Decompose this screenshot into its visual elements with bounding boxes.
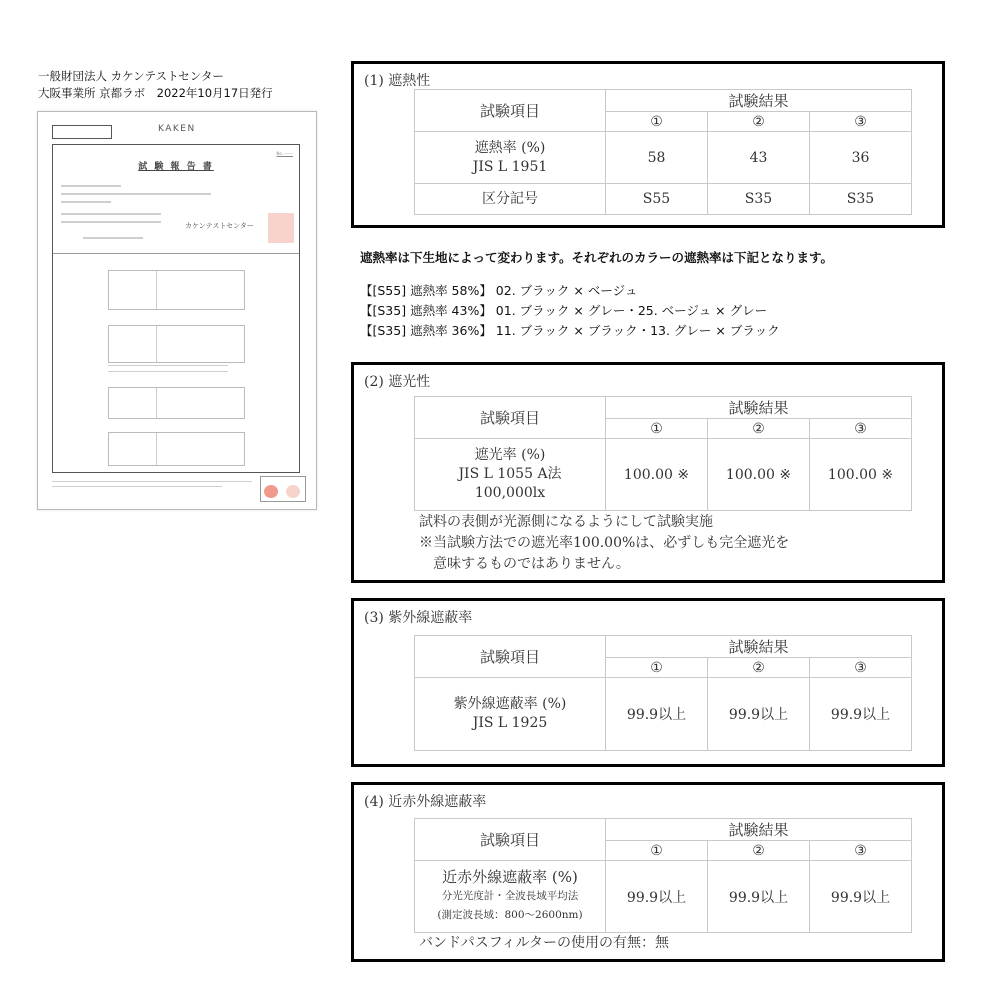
value-cell: S35 [708,184,810,215]
note-line: 意味するものではありません。 [419,556,630,572]
value-cell: 99.9以上 [708,678,810,751]
light-shielding-table [414,396,912,511]
value-cell: 43 [708,132,810,184]
value-cell: 58 [606,132,708,184]
row-label [415,678,606,751]
thumbnail-seals [260,476,306,502]
thumbnail-stamp [268,213,294,243]
result-header: 試験結果 [606,90,912,112]
value-cell: 100.00 ※ [606,439,708,511]
thumbnail-text-line [108,365,228,366]
col-1-header: ① [606,841,708,861]
thumbnail-table-3 [108,387,245,419]
section-uv-shielding [351,598,945,767]
col-1-header: ① [606,419,708,439]
thumbnail-divider [53,253,299,254]
thumbnail-text-line [83,237,143,239]
label-line: JIS L 1925 [472,715,548,731]
note-line: ※当試験方法での遮光率100.00%は、必ずしも完全遮光を [419,535,790,551]
label-line: 遮熱率 (%) [474,139,546,156]
result-header: 試験結果 [606,397,912,419]
value-cell: S35 [810,184,912,215]
thumbnail-title: 試 験 報 告 書 [138,162,214,172]
nir-shielding-table [414,818,912,933]
label-line: 紫外線遮蔽率 (%) [453,696,567,712]
thumbnail-text-line [61,193,211,195]
issuer-office-date: 大阪事業所 京都ラボ 2022年10月17日発行 [38,86,273,100]
col-2-header: ② [708,112,810,132]
section-light-shielding [351,362,945,583]
heat-shielding-table [414,89,912,215]
item-header: 試験項目 [415,397,606,439]
col-1-header: ① [606,658,708,678]
legend-item: 【[S55] 遮熱率 58%】 02. ブラック × ベージュ [360,283,638,298]
note-line: バンドパスフィルターの使用の有無：無 [419,935,670,951]
color-legend [360,281,780,341]
note-line: 試料の表側が光源側になるようにして試験実施 [419,514,713,530]
thumbnail-text-line [61,213,161,215]
section-title: (1) 遮熱性 [364,73,431,89]
row-label [415,861,606,933]
label-line: JIS L 1055 A法 [458,466,562,482]
result-header: 試験結果 [606,636,912,658]
issuer-org: 一般財団法人 カケンテストセンター [38,69,224,83]
issuer-info [38,68,273,102]
thumbnail-text-line [61,185,121,187]
item-header: 試験項目 [415,636,606,678]
value-cell: 99.9以上 [708,861,810,933]
thumbnail-text-line [108,371,228,372]
section-heat-shielding [351,61,945,228]
value-cell: 100.00 ※ [810,439,912,511]
row-label: 区分記号 [415,184,606,215]
label-line: 分光光度計・全波長域平均法 [441,890,579,902]
report-thumbnail [37,111,317,510]
label-line: JIS L 1951 [472,158,548,175]
uv-shielding-table [414,635,912,751]
value-cell: 100.00 ※ [708,439,810,511]
value-cell: 99.9以上 [810,861,912,933]
section-title: (3) 紫外線遮蔽率 [364,610,473,626]
value-cell: 99.9以上 [606,678,708,751]
thumbnail-table-2 [108,325,245,363]
item-header: 試験項目 [415,90,606,132]
approval-seal-1 [264,485,278,498]
approval-seal-2 [286,485,300,498]
section-title: (2) 遮光性 [364,374,431,390]
value-cell: 99.9以上 [606,861,708,933]
section-nir-shielding [351,782,945,962]
nir-shielding-notes [419,933,669,954]
label-line: 近赤外線遮蔽率 (%) [442,868,578,886]
col-2-header: ② [708,419,810,439]
col-2-header: ② [708,841,810,861]
item-header: 試験項目 [415,819,606,861]
thumbnail-notice-box [52,125,112,139]
row-label [415,439,606,511]
value-cell: 36 [810,132,912,184]
light-shielding-notes [419,512,789,575]
section-title: (4) 近赤外線遮蔽率 [364,794,487,810]
label-line: (測定波長域：800～2600nm) [437,909,583,921]
col-3-header: ③ [810,419,912,439]
legend-item: 【[S35] 遮熱率 43%】 01. ブラック × グレー・25. ベージュ × グレー [360,303,768,318]
legend-item: 【[S35] 遮熱率 36%】 11. ブラック × ブラック・13. グレー × ブラック [360,323,780,338]
thumbnail-text-line [52,481,252,482]
thumbnail-text-line [52,486,222,487]
value-cell: S55 [606,184,708,215]
thumbnail-text-line [61,201,111,203]
thumbnail-doc-number: No. ------ [276,151,293,156]
thumbnail-org: カケンテストセンター [185,222,254,230]
col-3-header: ③ [810,112,912,132]
col-1-header: ① [606,112,708,132]
explanation-text: 遮熱率は下生地によって変わります。それぞれのカラーの遮熱率は下記となります。 [360,250,834,265]
thumbnail-text-line [61,221,161,223]
thumbnail-table-4 [108,432,245,466]
label-line: 遮光率 (%) [474,447,546,463]
row-label [415,132,606,184]
value-cell: 99.9以上 [810,678,912,751]
col-3-header: ③ [810,658,912,678]
thumbnail-brand: KAKEN [158,124,196,134]
thumbnail-frame [52,144,300,473]
result-header: 試験結果 [606,819,912,841]
col-2-header: ② [708,658,810,678]
col-3-header: ③ [810,841,912,861]
thumbnail-table-1 [108,270,245,310]
label-line: 100,000lx [474,485,546,501]
